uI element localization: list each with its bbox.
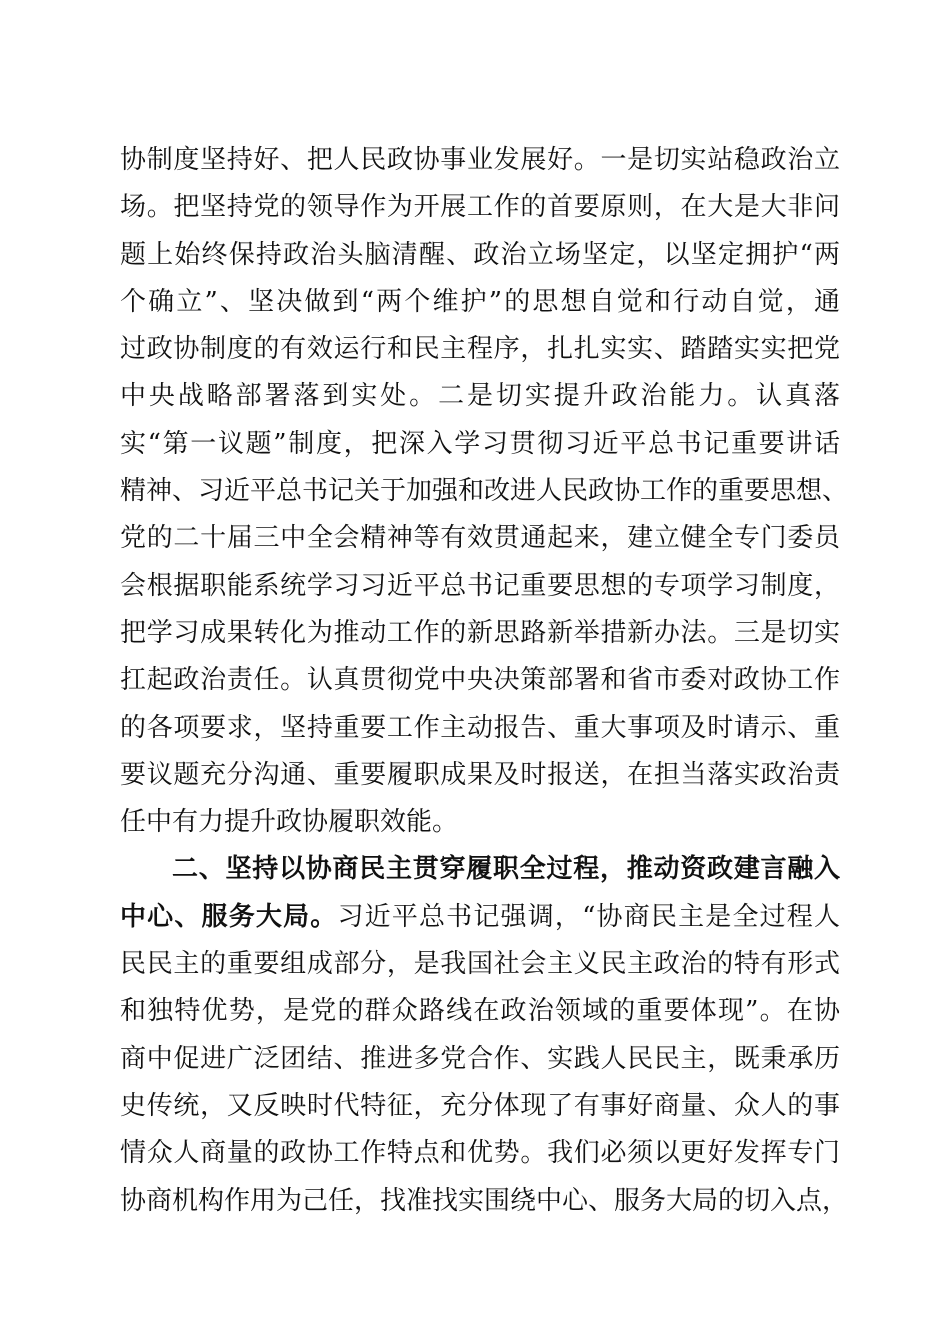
- text-line: 过政协制度的有效运行和民主程序，扎扎实实、踏踏实实把党: [120, 334, 840, 365]
- text-line: 题上始终保持政治头脑清醒、政治立场坚定，以坚定拥护“两: [120, 239, 840, 270]
- text-line: 会根据职能系统学习习近平总书记重要思想的专项学习制度，: [120, 570, 840, 601]
- document-body: [120, 137, 849, 1225]
- text-line: 中央战略部署落到实处。二是切实提升政治能力。认真落: [120, 381, 840, 412]
- paragraph-2: [120, 846, 849, 1224]
- text-line: 任中有力提升政协履职效能。: [120, 807, 459, 838]
- text-line: 的各项要求，坚持重要工作主动报告、重大事项及时请示、重: [120, 712, 840, 743]
- text-span: 习近平总书记强调，“协商民主是全过程人: [337, 901, 840, 932]
- text-line: 协商机构作用为己任，找准找实围绕中心、服务大局的切入点，: [120, 1185, 849, 1216]
- text-line: 实“第一议题”制度，把深入学习贯彻习近平总书记重要讲话: [120, 428, 840, 459]
- section-heading: 二、坚持以协商民主贯穿履职全过程，推动资政建言融入: [172, 854, 840, 885]
- text-line: 和独特优势，是党的群众路线在政治领域的重要体现”。在协: [120, 996, 840, 1027]
- text-line: 扛起政治责任。认真贯彻党中央决策部署和省市委对政协工作: [120, 665, 840, 696]
- text-line: 商中促进广泛团结、推进多党合作、实践人民民主，既秉承历: [120, 1043, 840, 1074]
- text-line: 精神、习近平总书记关于加强和改进人民政协工作的重要思想、: [120, 476, 849, 507]
- text-line: 协制度坚持好、把人民政协事业发展好。一是切实站稳政治立: [120, 145, 840, 175]
- text-line: 党的二十届三中全会精神等有效贯通起来，建立健全专门委员: [120, 523, 840, 554]
- text-line: 把学习成果转化为推动工作的新思路新举措新办法。三是切实: [120, 617, 840, 648]
- text-line: [120, 894, 840, 941]
- text-line: 情众人商量的政协工作特点和优势。我们必须以更好发挥专门: [120, 1138, 840, 1169]
- text-line: 史传统，又反映时代特征，充分体现了有事好商量、众人的事: [120, 1090, 840, 1121]
- text-line: 场。把坚持党的领导作为开展工作的首要原则，在大是大非问: [120, 192, 840, 223]
- text-line: 民民主的重要组成部分，是我国社会主义民主政治的特有形式: [120, 949, 840, 980]
- section-heading-continued: 中心、服务大局。: [120, 901, 338, 932]
- paragraph-1: [120, 137, 849, 846]
- text-line: 要议题充分沟通、重要履职成果及时报送，在担当落实政治责: [120, 759, 840, 790]
- text-line: 个确立”、坚决做到“两个维护”的思想自觉和行动自觉，通: [120, 286, 840, 317]
